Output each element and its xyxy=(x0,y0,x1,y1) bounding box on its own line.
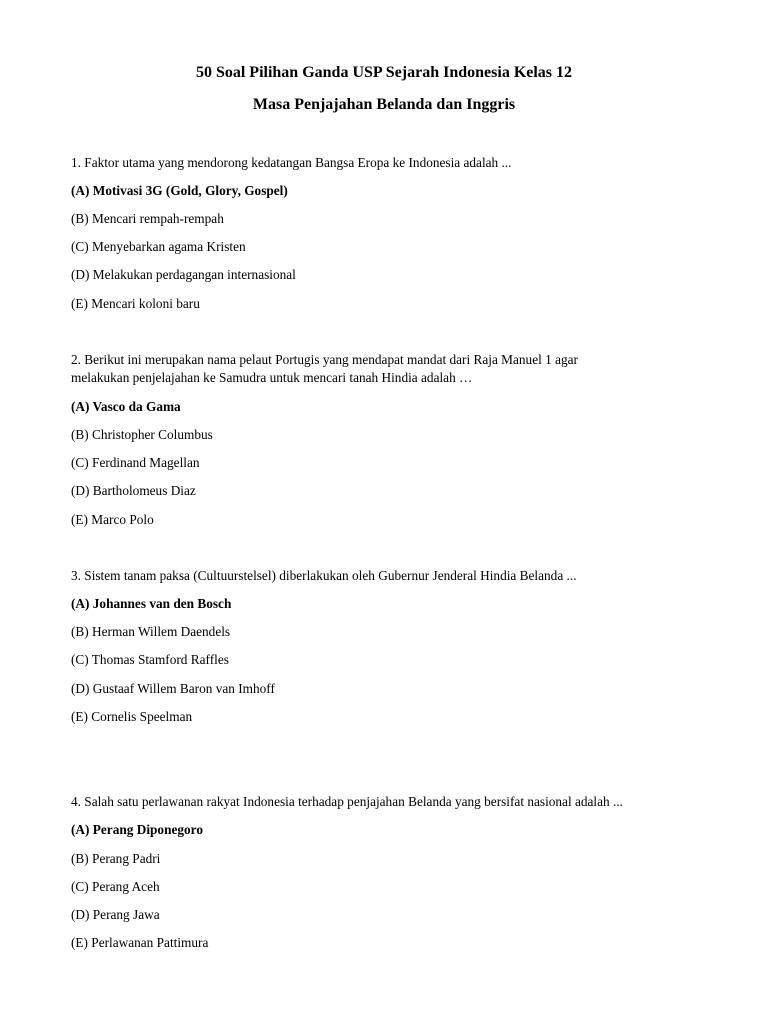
question-4-option-e: (E) Perlawanan Pattimura xyxy=(71,935,209,950)
question-1-option-c: (C) Menyebarkan agama Kristen xyxy=(71,239,246,254)
question-4-option-d: (D) Perang Jawa xyxy=(71,907,160,922)
question-1-option-b: (B) Mencari rempah-rempah xyxy=(71,211,224,226)
question-1-option-d: (D) Melakukan perdagangan internasional xyxy=(71,267,296,282)
question-1-text: 1. Faktor utama yang mendorong kedatangan Bangsa Eropa ke Indonesia adalah ... xyxy=(71,155,512,170)
question-3-option-c: (C) Thomas Stamford Raffles xyxy=(71,652,229,667)
question-1-option-a: (A) Motivasi 3G (Gold, Glory, Gospel) xyxy=(71,183,288,198)
question-4-text: 4. Salah satu perlawanan rakyat Indonesia terhadap penjajahan Belanda yang bersifat nasional adalah ... xyxy=(71,794,623,809)
question-2-option-b: (B) Christopher Columbus xyxy=(71,427,213,442)
question-2-text-line-2: melakukan penjelajahan ke Samudra untuk mencari tanah Hindia adalah … xyxy=(71,370,473,385)
question-2-option-e: (E) Marco Polo xyxy=(71,512,154,527)
question-4-option-b: (B) Perang Padri xyxy=(71,851,161,866)
document-title: 50 Soal Pilihan Ganda USP Sejarah Indonesia Kelas 12 xyxy=(195,64,573,81)
question-2-option-c: (C) Ferdinand Magellan xyxy=(71,455,200,470)
question-2-text-line-1: 2. Berikut ini merupakan nama pelaut Portugis yang mendapat mandat dari Raja Manuel 1 agar xyxy=(71,352,578,367)
question-2-option-d: (D) Bartholomeus Diaz xyxy=(71,483,196,498)
question-4-option-c: (C) Perang Aceh xyxy=(71,879,160,894)
question-2-option-a: (A) Vasco da Gama xyxy=(71,399,181,414)
question-3-option-a: (A) Johannes van den Bosch xyxy=(71,596,232,611)
question-4-option-a: (A) Perang Diponegoro xyxy=(71,822,203,837)
question-3-text: 3. Sistem tanam paksa (Cultuurstelsel) diberlakukan oleh Gubernur Jenderal Hindia Belanda ... xyxy=(71,568,577,583)
question-3-option-d: (D) Gustaaf Willem Baron van Imhoff xyxy=(71,681,275,696)
question-3-option-b: (B) Herman Willem Daendels xyxy=(71,624,231,639)
question-1-option-e: (E) Mencari koloni baru xyxy=(71,296,200,311)
question-3-option-e: (E) Cornelis Speelman xyxy=(71,709,193,724)
document-subtitle: Masa Penjajahan Belanda dan Inggris xyxy=(252,96,516,113)
